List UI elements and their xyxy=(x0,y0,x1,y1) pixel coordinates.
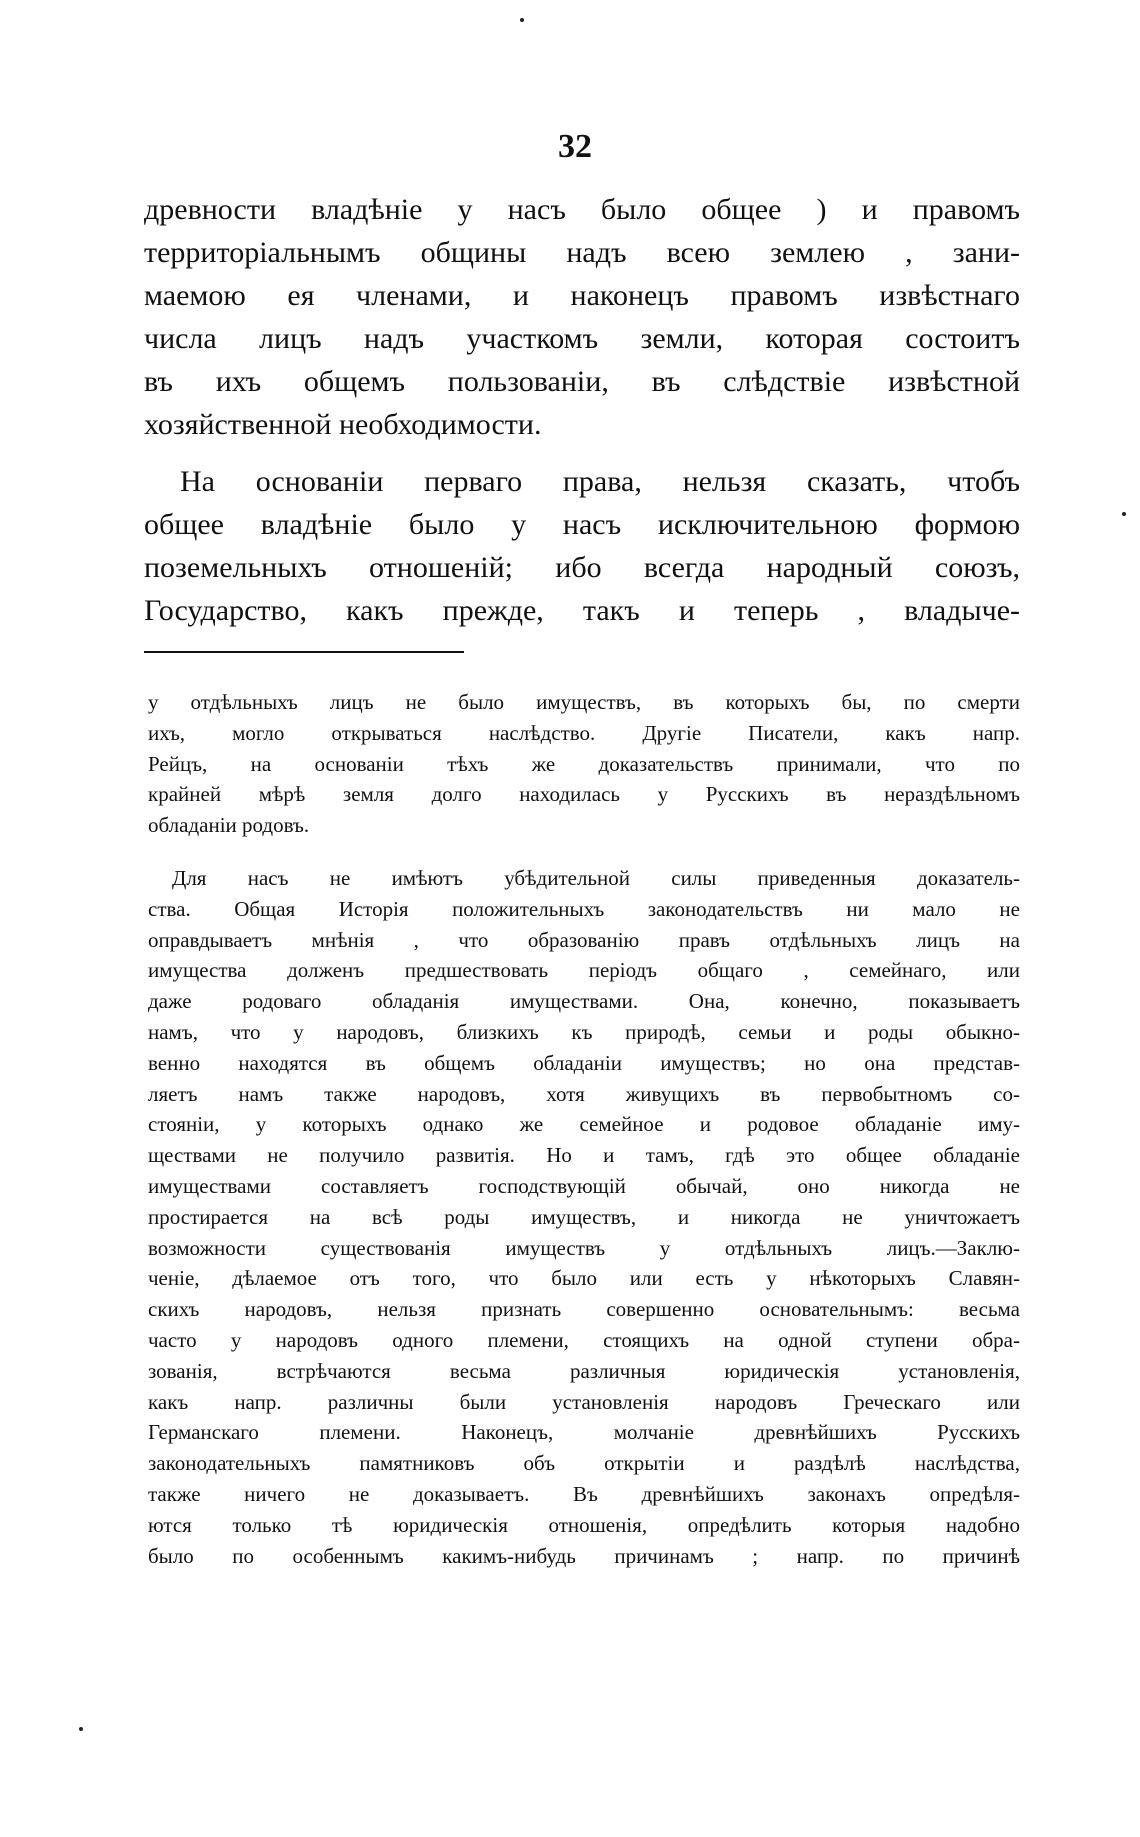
footnote-line: имущества долженъ предшествовать періодъ общаго , семейнаго, или xyxy=(148,958,1020,983)
footnote-line: оправдываетъ мнѣнія , что образованію правъ отдѣльныхъ лицъ на xyxy=(148,927,1020,952)
footnote-line: Германскаго племени. Наконецъ, молчаніе древнѣйшихъ Русскихъ xyxy=(148,1420,1020,1445)
footnote-line: также ничего не доказываетъ. Въ древнѣйшихъ законахъ опредѣля- xyxy=(148,1481,1020,1506)
footnote-line: венно находятся въ общемъ обладаніи имуществъ; но она представ- xyxy=(148,1050,1020,1075)
text-line: территоріальнымъ общины надъ всею землею , зани- xyxy=(144,236,1020,269)
footnote-line: Для насъ не имѣютъ убѣдительной силы приведенныя доказатель- xyxy=(172,866,1020,890)
text-line: Государство, какъ прежде, такъ и теперь , владыче- xyxy=(144,594,1020,627)
scan-speck xyxy=(1122,512,1126,516)
text-line: въ ихъ общемъ пользованіи, въ слѣдствіе извѣстной xyxy=(144,365,1020,398)
footnote-paragraph-1 xyxy=(148,687,1020,841)
text-line: маемою ея членами, и наконецъ правомъ извѣстнаго xyxy=(144,279,1020,312)
footnote-line: намъ, что у народовъ, близкихъ къ природѣ, семьи и роды обыкно- xyxy=(148,1019,1020,1044)
scan-speck xyxy=(520,18,524,22)
footnote-line: часто у народовъ одного племени, стоящихъ на одной ступени обра- xyxy=(148,1327,1020,1352)
text-line: На основаніи перваго права, нельзя сказать, чтобъ xyxy=(180,465,1020,498)
text-line: общее владѣніе было у насъ исключительною формою xyxy=(144,508,1020,541)
footnote-line: возможности существованія имуществъ у отдѣльныхъ лицъ.—Заклю- xyxy=(148,1235,1020,1260)
footnote-line: ются только тѣ юридическія отношенія, опредѣлить которыя надобно xyxy=(148,1512,1020,1537)
scan-speck xyxy=(79,1727,83,1731)
footnote-line: обладаніи родовъ. xyxy=(148,813,310,838)
text-line: древности владѣніе у насъ было общее ) и правомъ xyxy=(144,193,1020,226)
footnote-divider xyxy=(144,651,464,653)
main-paragraph-2 xyxy=(144,460,1020,632)
footnote-paragraph-2 xyxy=(148,863,1020,1571)
footnote-line: ихъ, могло открываться наслѣдство. Другіе Писатели, какъ напр. xyxy=(148,720,1020,745)
footnote-line: стояніи, у которыхъ однако же семейное и родовое обладаніе иму- xyxy=(148,1112,1020,1137)
text-line: хозяйственной необходимости. xyxy=(144,408,542,441)
footnote-line: зованія, встрѣчаются весьма различныя юридическія установленія, xyxy=(148,1358,1020,1383)
footnote-line: ства. Общая Исторія положительныхъ законодательствъ ни мало не xyxy=(148,896,1020,921)
footnote-line: было по особеннымъ какимъ-нибудь причинамъ ; напр. по причинѣ xyxy=(148,1543,1020,1568)
footnote-line: у отдѣльныхъ лицъ не было имуществъ, въ которыхъ бы, по смерти xyxy=(148,690,1020,714)
footnote-line: даже родоваго обладанія имуществами. Она, конечно, показываетъ xyxy=(148,989,1020,1014)
footnote-line: крайней мѣрѣ земля долго находилась у Русскихъ въ нераздѣльномъ xyxy=(148,782,1020,807)
footnote-line: Рейцъ, на основаніи тѣхъ же доказательствъ принимали, что по xyxy=(148,751,1020,776)
page-number: 32 xyxy=(558,128,592,165)
footnote-line: имуществами составляетъ господствующій обычай, оно никогда не xyxy=(148,1173,1020,1198)
footnote-line: ляетъ намъ также народовъ, хотя живущихъ въ первобытномъ со- xyxy=(148,1081,1020,1106)
main-paragraph-1 xyxy=(144,188,1020,446)
text-line: поземельныхъ отношеній; ибо всегда народный союзъ, xyxy=(144,551,1020,584)
text-line: числа лицъ надъ участкомъ земли, которая состоитъ xyxy=(144,322,1020,355)
footnote-line: простирается на всѣ роды имуществъ, и никогда не уничтожаетъ xyxy=(148,1204,1020,1229)
footnote-line: скихъ народовъ, нельзя признать совершенно основательнымъ: весьма xyxy=(148,1297,1020,1322)
footnote-line: какъ напр. различны были установленія народовъ Греческаго или xyxy=(148,1389,1020,1414)
footnote-line: ществами не получило развитія. Но и тамъ, гдѣ это общее обладаніе xyxy=(148,1143,1020,1168)
footnote-line: законодательныхъ памятниковъ объ открытіи и раздѣлѣ наслѣдства, xyxy=(148,1451,1020,1476)
footnote-line: ченіе, дѣлаемое отъ того, что было или есть у нѣкоторыхъ Славян- xyxy=(148,1266,1020,1291)
